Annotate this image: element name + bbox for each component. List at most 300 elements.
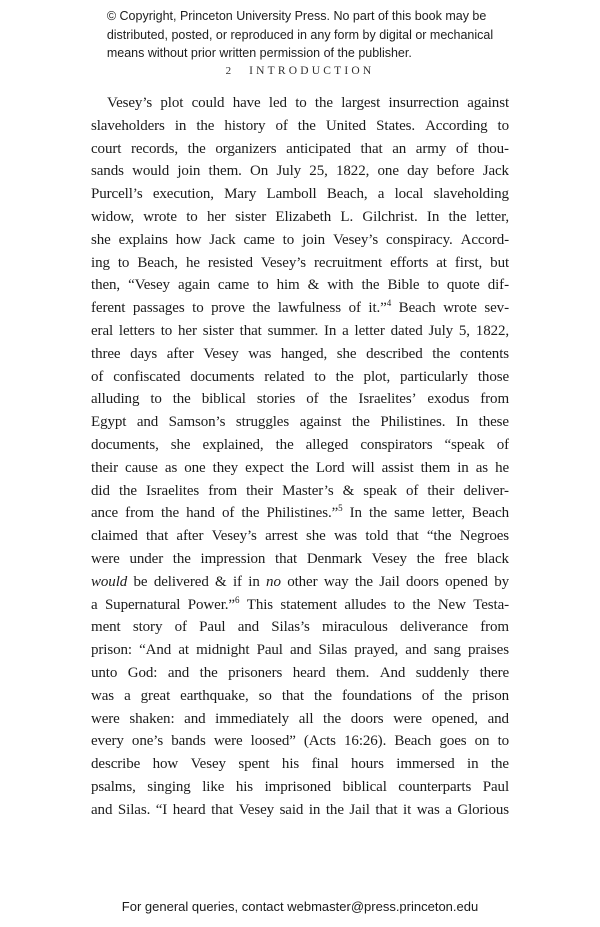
word: same bbox=[394, 505, 425, 522]
word: would bbox=[132, 163, 170, 180]
word: singing bbox=[147, 778, 191, 795]
word: if bbox=[232, 573, 242, 590]
word: to bbox=[497, 733, 509, 750]
word: ing bbox=[91, 254, 110, 271]
body-line bbox=[91, 252, 509, 275]
word: the bbox=[313, 687, 332, 704]
word: United bbox=[325, 117, 367, 134]
word: at bbox=[178, 642, 189, 659]
word: Beach bbox=[472, 505, 509, 522]
word: the bbox=[172, 550, 191, 567]
word: all bbox=[298, 710, 314, 727]
word: Vesey’s bbox=[211, 528, 257, 545]
body-line bbox=[91, 320, 509, 343]
word: expect bbox=[245, 459, 284, 476]
word: alludes bbox=[344, 596, 387, 613]
word: before bbox=[436, 163, 475, 180]
word: have bbox=[232, 95, 261, 111]
body-line bbox=[91, 776, 509, 799]
word: Vesey bbox=[371, 550, 407, 567]
word: Paul bbox=[256, 642, 283, 659]
word: of bbox=[222, 505, 235, 522]
body-line bbox=[91, 229, 509, 252]
word: July bbox=[428, 322, 454, 339]
word: eral bbox=[91, 322, 114, 339]
word: in bbox=[248, 573, 260, 590]
word: was bbox=[248, 345, 272, 362]
word: slaveholders bbox=[91, 117, 165, 134]
word: Paul bbox=[199, 619, 226, 636]
word: first, bbox=[454, 254, 483, 271]
word: Jail bbox=[379, 573, 400, 590]
word: summer. bbox=[267, 322, 319, 339]
word: 5, bbox=[458, 322, 470, 339]
word: In bbox=[455, 414, 469, 431]
word: the bbox=[490, 756, 509, 773]
word: earthquake, bbox=[180, 687, 249, 704]
word: could bbox=[191, 95, 225, 111]
word: stories bbox=[256, 391, 296, 408]
word: ment bbox=[91, 619, 121, 636]
word: told bbox=[365, 528, 389, 545]
word: hand bbox=[186, 505, 215, 522]
word: Bible bbox=[387, 277, 420, 294]
word: local bbox=[394, 186, 424, 203]
word: prison: bbox=[91, 642, 132, 659]
word: “Vesey bbox=[128, 277, 170, 294]
word: sang bbox=[433, 642, 461, 659]
word: the bbox=[448, 208, 467, 225]
word: of bbox=[405, 482, 419, 499]
word: plot, bbox=[363, 368, 391, 385]
word: join bbox=[177, 163, 201, 180]
word: them. bbox=[336, 664, 370, 681]
word: Silas bbox=[318, 642, 348, 659]
word: were bbox=[213, 733, 243, 750]
word: wrote bbox=[443, 300, 477, 317]
copyright-line: means without prior written permission of the publisher. bbox=[106, 46, 412, 60]
word: he bbox=[185, 254, 200, 271]
word: thou- bbox=[477, 140, 509, 157]
word: 16:26). bbox=[344, 733, 387, 750]
word: court bbox=[91, 140, 122, 157]
word: of bbox=[306, 391, 319, 408]
word: that bbox=[239, 322, 262, 339]
copyright-line: distributed, posted, or reproduced in any form by digital or mechanical bbox=[106, 27, 494, 42]
word: other bbox=[287, 573, 318, 590]
word: the bbox=[199, 664, 218, 681]
word: great bbox=[140, 687, 171, 704]
word: “I bbox=[155, 801, 168, 818]
word: would bbox=[91, 573, 128, 590]
word: black bbox=[476, 550, 509, 567]
word: was bbox=[91, 687, 115, 704]
word: at bbox=[436, 254, 447, 271]
word: the bbox=[354, 573, 373, 590]
word: letter, bbox=[431, 505, 465, 522]
body-line bbox=[91, 183, 509, 206]
word: one bbox=[377, 163, 399, 180]
word: a bbox=[124, 687, 131, 704]
body-text bbox=[91, 92, 509, 822]
word: delivered bbox=[153, 573, 209, 590]
word: of bbox=[91, 368, 104, 385]
word: foundations bbox=[342, 687, 412, 704]
chapter-running-title: INTRODUCTION bbox=[249, 65, 375, 77]
body-line bbox=[91, 753, 509, 776]
word: their bbox=[91, 459, 118, 476]
word: that bbox=[360, 140, 383, 157]
word: July bbox=[276, 163, 302, 180]
word: Israelites bbox=[146, 482, 200, 499]
word: led bbox=[268, 95, 287, 111]
word: plot bbox=[160, 95, 184, 111]
running-head bbox=[0, 61, 600, 79]
body-line bbox=[91, 639, 509, 662]
word: largest bbox=[341, 95, 381, 111]
word: In bbox=[426, 208, 440, 225]
word: him bbox=[276, 277, 300, 294]
body-line bbox=[91, 206, 509, 229]
word: deliverance bbox=[399, 619, 468, 636]
word: Glorious bbox=[457, 801, 509, 818]
word: to bbox=[150, 391, 162, 408]
word: opened, bbox=[431, 710, 478, 727]
word: Beach, bbox=[326, 186, 368, 203]
word: arrest bbox=[265, 528, 298, 545]
word: and bbox=[91, 801, 113, 818]
word: again bbox=[177, 277, 210, 294]
word: anticipated bbox=[286, 140, 351, 157]
word: she bbox=[170, 436, 191, 453]
word: imprisoned bbox=[264, 778, 332, 795]
word: described bbox=[366, 345, 423, 362]
body-line bbox=[91, 616, 509, 639]
word: ance bbox=[91, 505, 119, 522]
word: In bbox=[324, 322, 337, 339]
word: immediately bbox=[215, 710, 290, 727]
word: prisoners bbox=[228, 664, 283, 681]
word: slaveholding bbox=[433, 186, 509, 203]
word: to bbox=[192, 300, 204, 317]
word: confiscated bbox=[113, 368, 181, 385]
word: Purcell’s bbox=[91, 186, 143, 203]
word: Egypt bbox=[91, 414, 127, 431]
word: by bbox=[494, 573, 509, 590]
footer-query-note: For general queries, contact webmaster@press.princeton.edu bbox=[121, 899, 479, 914]
word: cause bbox=[125, 459, 158, 476]
word: assist bbox=[381, 459, 414, 476]
word: Beach bbox=[398, 300, 436, 317]
word: came bbox=[217, 277, 250, 294]
word: Silas. bbox=[117, 801, 151, 818]
word: the bbox=[361, 277, 380, 294]
word: & bbox=[342, 482, 355, 499]
word: it bbox=[403, 801, 412, 818]
word: she bbox=[336, 345, 357, 362]
word: explains bbox=[118, 231, 168, 248]
word: her bbox=[178, 322, 197, 339]
word: heard bbox=[292, 664, 326, 681]
word: three bbox=[91, 345, 121, 362]
word: speak bbox=[363, 482, 397, 499]
word: day bbox=[407, 163, 429, 180]
word: Philistines.”$^5$ bbox=[266, 503, 343, 522]
word: Lord bbox=[315, 459, 345, 476]
body-line bbox=[91, 115, 509, 138]
word: that bbox=[275, 550, 298, 567]
word: According bbox=[425, 117, 488, 134]
word: particularly bbox=[400, 368, 468, 385]
word: against bbox=[299, 414, 342, 431]
word: explained, bbox=[202, 436, 264, 453]
word: the bbox=[416, 550, 435, 567]
body-line bbox=[91, 366, 509, 389]
word: army bbox=[415, 140, 447, 157]
word: hanged, bbox=[280, 345, 328, 362]
word: alluding bbox=[91, 391, 140, 408]
word: from bbox=[480, 391, 509, 408]
word: Jack bbox=[482, 163, 509, 180]
word: will bbox=[351, 459, 375, 476]
word: statement bbox=[280, 596, 338, 613]
word: how bbox=[175, 231, 202, 248]
word: and bbox=[167, 664, 190, 681]
word: “speak bbox=[444, 436, 485, 453]
word: the bbox=[325, 801, 344, 818]
word: that bbox=[281, 687, 304, 704]
word: that bbox=[375, 801, 398, 818]
word: the bbox=[329, 391, 348, 408]
word: came bbox=[243, 231, 275, 248]
word: of bbox=[275, 117, 288, 134]
word: psalms, bbox=[91, 778, 136, 795]
word: no bbox=[266, 573, 281, 590]
word: biblical bbox=[342, 778, 387, 795]
word: to bbox=[427, 277, 439, 294]
word: claimed bbox=[91, 528, 138, 545]
word: said bbox=[279, 801, 304, 818]
word: like bbox=[202, 778, 225, 795]
word: the bbox=[172, 391, 191, 408]
word: Vesey’s bbox=[332, 231, 379, 248]
word: of bbox=[455, 140, 469, 157]
body-line bbox=[91, 662, 509, 685]
word: to bbox=[282, 231, 295, 248]
body-line bbox=[91, 297, 509, 320]
word: them bbox=[420, 459, 451, 476]
word: to bbox=[314, 368, 326, 385]
word: how bbox=[152, 756, 179, 773]
word: States. bbox=[376, 117, 416, 134]
word: to bbox=[160, 322, 173, 339]
word: the bbox=[118, 482, 137, 499]
body-line bbox=[91, 457, 509, 480]
word: after bbox=[166, 345, 194, 362]
word: Vesey’s bbox=[260, 254, 307, 271]
word: Beach, bbox=[137, 254, 178, 271]
word: as bbox=[475, 459, 489, 476]
body-line bbox=[91, 388, 509, 411]
body-line bbox=[91, 434, 509, 457]
word: widow, bbox=[91, 208, 135, 225]
word: the bbox=[351, 414, 370, 431]
word: did bbox=[91, 482, 110, 499]
word: he bbox=[495, 459, 509, 476]
word: the bbox=[297, 117, 316, 134]
word: of bbox=[421, 687, 435, 704]
word: Beach bbox=[394, 733, 432, 750]
page-number: 2 bbox=[225, 65, 233, 77]
word: doors bbox=[350, 710, 384, 727]
word: in bbox=[174, 117, 187, 134]
word: Negroes bbox=[459, 528, 509, 545]
word: be bbox=[133, 573, 148, 590]
word: an bbox=[392, 140, 407, 157]
word: a bbox=[342, 322, 349, 339]
word: was bbox=[416, 801, 440, 818]
word: describe bbox=[91, 756, 141, 773]
word: organizers bbox=[215, 140, 277, 157]
word: Supernatural bbox=[104, 596, 181, 613]
word: lawfulness bbox=[277, 300, 342, 317]
body-line bbox=[91, 525, 509, 548]
word: letters bbox=[118, 322, 155, 339]
word: the bbox=[412, 596, 431, 613]
word: the bbox=[275, 436, 294, 453]
body-line bbox=[91, 685, 509, 708]
word: the bbox=[444, 687, 463, 704]
copyright-notice bbox=[107, 7, 493, 63]
word: 1822, bbox=[336, 163, 370, 180]
word: Elizabeth bbox=[275, 208, 332, 225]
word: conspirators bbox=[360, 436, 433, 453]
word: unto bbox=[91, 664, 118, 681]
word: (Acts bbox=[303, 733, 336, 750]
word: against bbox=[467, 95, 509, 111]
word: & bbox=[215, 573, 227, 590]
word: she bbox=[91, 231, 111, 248]
word: Jail bbox=[349, 801, 370, 818]
word: “And bbox=[139, 642, 172, 659]
word: the bbox=[187, 140, 206, 157]
word: she bbox=[306, 528, 326, 545]
word: dated bbox=[390, 322, 423, 339]
word: the bbox=[161, 505, 180, 522]
word: doors bbox=[406, 573, 439, 590]
word: suddenly bbox=[415, 664, 470, 681]
word: and bbox=[136, 414, 159, 431]
word: as bbox=[164, 459, 178, 476]
word: Samson’s bbox=[168, 414, 226, 431]
word: “the bbox=[426, 528, 452, 545]
word: Mary bbox=[224, 186, 257, 203]
word: shaken: bbox=[129, 710, 175, 727]
word: it.”$^4$ bbox=[368, 298, 392, 317]
body-line bbox=[91, 730, 509, 753]
body-line bbox=[91, 480, 509, 503]
word: Vesey’s bbox=[107, 95, 153, 111]
word: resisted bbox=[207, 254, 253, 271]
body-line bbox=[91, 571, 509, 594]
word: Vesey bbox=[190, 756, 226, 773]
word: documents bbox=[190, 368, 255, 385]
word: that bbox=[211, 801, 234, 818]
word: with bbox=[327, 277, 354, 294]
word: Gilchrist. bbox=[362, 208, 418, 225]
word: deliver- bbox=[463, 482, 509, 499]
word: loosed” bbox=[250, 733, 296, 750]
word: final bbox=[311, 756, 339, 773]
word: alleged bbox=[305, 436, 349, 453]
word: so bbox=[258, 687, 272, 704]
word: their bbox=[246, 482, 274, 499]
word: a bbox=[445, 801, 452, 818]
word: in bbox=[308, 801, 321, 818]
word: sev- bbox=[484, 300, 509, 317]
word: and bbox=[289, 642, 312, 659]
word: and bbox=[237, 619, 260, 636]
word: were bbox=[91, 550, 120, 567]
word: join bbox=[302, 231, 325, 248]
word: heard bbox=[172, 801, 206, 818]
word: there bbox=[479, 664, 509, 681]
word: a bbox=[377, 186, 385, 203]
word: & bbox=[307, 277, 320, 294]
word: Silas’s bbox=[271, 619, 310, 636]
word: passages bbox=[132, 300, 185, 317]
word: after bbox=[176, 528, 204, 545]
word: records, bbox=[130, 140, 179, 157]
word: And bbox=[379, 664, 406, 681]
word: Accord- bbox=[460, 231, 509, 248]
word: way bbox=[323, 573, 349, 590]
word: In bbox=[349, 505, 362, 522]
word: miraculous bbox=[322, 619, 388, 636]
word: sister bbox=[235, 208, 267, 225]
word: their bbox=[427, 482, 455, 499]
word: opened bbox=[445, 573, 488, 590]
running-head-inner bbox=[226, 65, 375, 77]
word: the bbox=[252, 300, 271, 317]
word: were bbox=[393, 710, 422, 727]
word: prison bbox=[472, 687, 509, 704]
word: from bbox=[208, 482, 238, 499]
body-line bbox=[91, 138, 509, 161]
word: efforts bbox=[390, 254, 429, 271]
word: Vesey bbox=[238, 801, 275, 818]
word: praises bbox=[468, 642, 509, 659]
word: to bbox=[117, 254, 130, 271]
word: Paul bbox=[482, 778, 509, 795]
word: the bbox=[335, 368, 354, 385]
word: immersed bbox=[396, 756, 455, 773]
word: sister bbox=[202, 322, 234, 339]
word: to bbox=[186, 208, 198, 225]
word: from bbox=[125, 505, 154, 522]
word: exodus bbox=[427, 391, 470, 408]
word: prayed, bbox=[354, 642, 399, 659]
word: to bbox=[295, 95, 307, 111]
word: was bbox=[334, 528, 358, 545]
body-line bbox=[91, 92, 509, 115]
word: letter bbox=[354, 322, 385, 339]
word: his bbox=[281, 756, 300, 773]
word: but bbox=[490, 254, 509, 271]
word: 1822, bbox=[475, 322, 509, 339]
word: Israelites’ bbox=[358, 391, 417, 408]
word: spent bbox=[238, 756, 270, 773]
